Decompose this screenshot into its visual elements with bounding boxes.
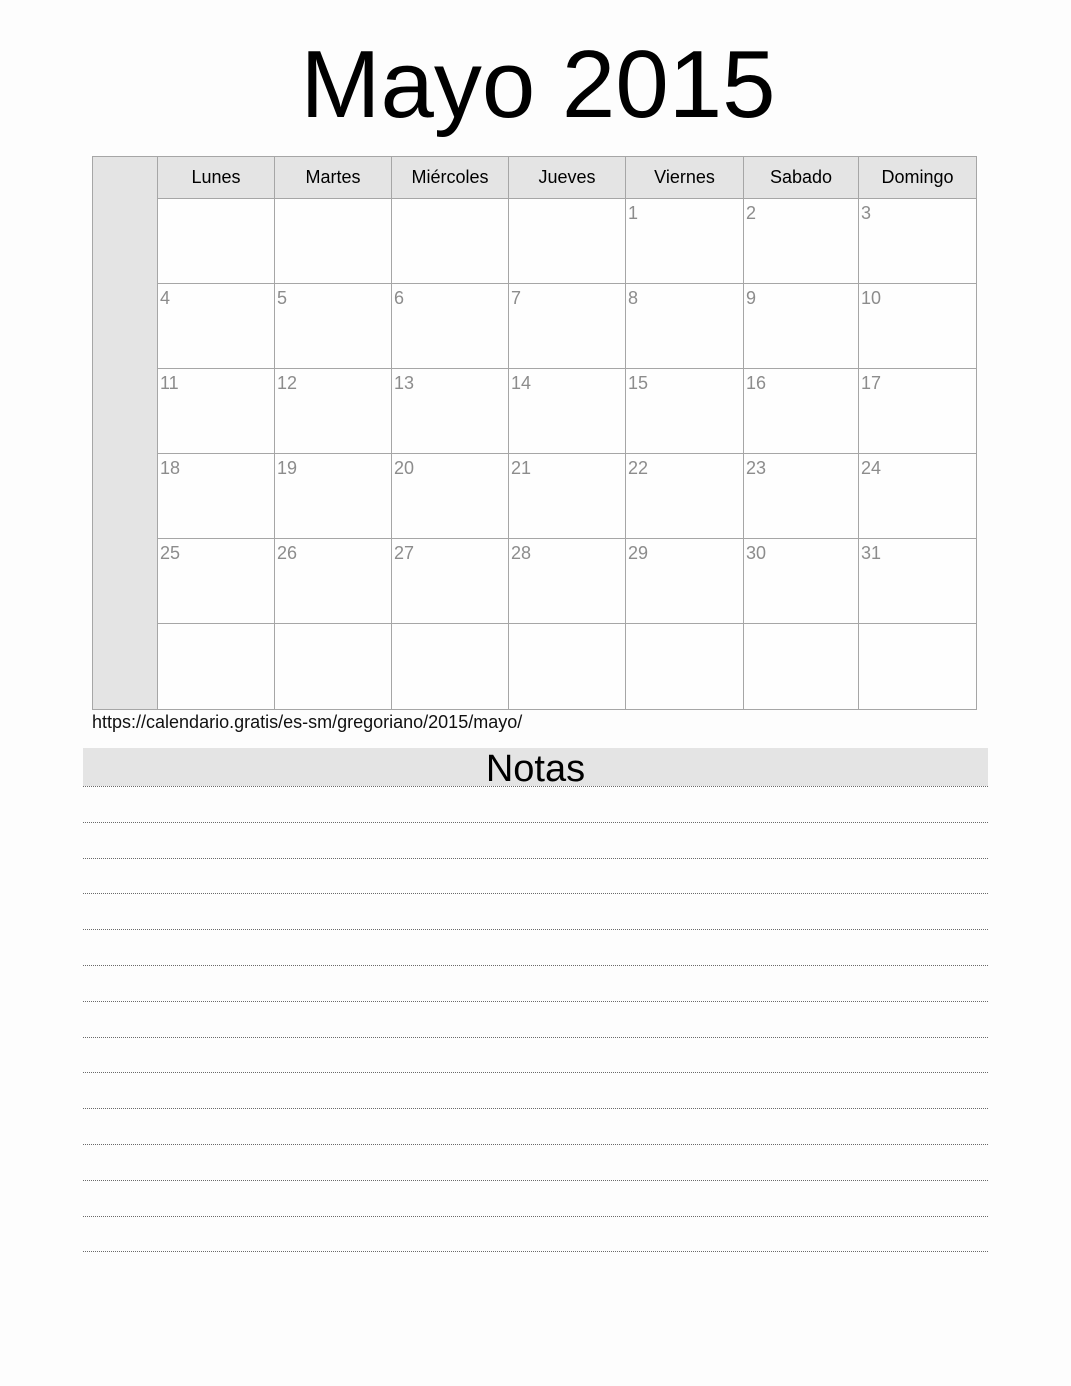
day-number: 10	[861, 288, 882, 308]
day-cell	[744, 199, 859, 284]
day-number: 5	[277, 288, 288, 308]
day-cell	[275, 284, 392, 369]
source-url: https://calendario.gratis/es-sm/gregoriano/2015/mayo/	[92, 712, 523, 732]
day-cell	[392, 454, 509, 539]
weekday-header: Jueves	[509, 157, 626, 199]
day-number: 12	[277, 373, 298, 393]
day-cell	[626, 539, 744, 624]
day-cell	[509, 624, 626, 709]
note-line	[83, 1037, 988, 1038]
day-cell	[275, 454, 392, 539]
day-cell	[275, 369, 392, 454]
day-number: 3	[861, 203, 872, 223]
note-line	[83, 1144, 988, 1145]
day-number: 31	[861, 543, 882, 563]
day-number: 14	[511, 373, 532, 393]
day-number: 16	[746, 373, 767, 393]
day-number: 17	[861, 373, 882, 393]
weekday-header: Sabado	[744, 157, 859, 199]
day-cell	[275, 624, 392, 709]
day-cell	[158, 539, 275, 624]
day-cell	[626, 369, 744, 454]
note-line	[83, 965, 988, 966]
day-cell	[509, 369, 626, 454]
day-cell	[275, 539, 392, 624]
day-number: 21	[511, 458, 532, 478]
day-cell	[859, 539, 976, 624]
day-number: 6	[394, 288, 405, 308]
weekday-header: Domingo	[859, 157, 976, 199]
day-cell	[158, 454, 275, 539]
day-cell	[509, 454, 626, 539]
week-number-column	[93, 157, 158, 709]
note-line	[83, 822, 988, 823]
note-line	[83, 858, 988, 859]
day-cell	[158, 624, 275, 709]
page-title: Mayo 2015	[300, 31, 776, 138]
note-line	[83, 1072, 988, 1073]
day-number: 24	[861, 458, 882, 478]
day-number: 25	[160, 543, 181, 563]
day-number: 28	[511, 543, 532, 563]
note-line	[83, 786, 988, 787]
day-cell	[509, 539, 626, 624]
day-number: 1	[628, 203, 639, 223]
day-number: 8	[628, 288, 639, 308]
day-cell	[744, 624, 859, 709]
day-cell	[744, 539, 859, 624]
day-cell	[744, 369, 859, 454]
day-number: 23	[746, 458, 767, 478]
day-cell	[859, 454, 976, 539]
day-cell	[859, 369, 976, 454]
day-number: 18	[160, 458, 181, 478]
day-cell	[626, 199, 744, 284]
note-line	[83, 1216, 988, 1217]
weekday-header: Lunes	[158, 157, 275, 199]
notes-lines	[83, 786, 988, 1287]
note-line	[83, 893, 988, 894]
day-cell	[392, 369, 509, 454]
day-number: 4	[160, 288, 171, 308]
note-line	[83, 1001, 988, 1002]
day-cell	[744, 454, 859, 539]
day-cell	[158, 369, 275, 454]
day-number: 20	[394, 458, 415, 478]
weekday-header: Miércoles	[392, 157, 509, 199]
day-number: 19	[277, 458, 298, 478]
weekday-header: Martes	[275, 157, 392, 199]
day-number: 15	[628, 373, 649, 393]
day-number: 22	[628, 458, 649, 478]
note-line	[83, 1108, 988, 1109]
day-number: 7	[511, 288, 522, 308]
day-number: 11	[160, 373, 179, 393]
calendar-grid	[92, 156, 977, 710]
day-number: 9	[746, 288, 757, 308]
day-cell	[392, 624, 509, 709]
day-cell	[509, 284, 626, 369]
day-cell	[626, 624, 744, 709]
weekday-header: Viernes	[626, 157, 744, 199]
calendar-days	[158, 157, 976, 709]
day-cell	[859, 199, 976, 284]
day-cell	[859, 624, 976, 709]
day-cell	[744, 284, 859, 369]
day-cell	[158, 284, 275, 369]
day-number: 13	[394, 373, 415, 393]
note-line	[83, 1251, 988, 1252]
day-cell	[392, 539, 509, 624]
notes-title: Notas	[485, 748, 586, 790]
day-number: 26	[277, 543, 298, 563]
day-number: 30	[746, 543, 767, 563]
day-cell	[626, 454, 744, 539]
day-cell	[275, 199, 392, 284]
notes-header	[83, 748, 988, 790]
day-number: 27	[394, 543, 415, 563]
day-cell	[392, 199, 509, 284]
note-line	[83, 929, 988, 930]
day-cell	[392, 284, 509, 369]
day-cell	[509, 199, 626, 284]
day-cell	[626, 284, 744, 369]
note-line	[83, 1180, 988, 1181]
day-cell	[158, 199, 275, 284]
day-number: 2	[746, 203, 757, 223]
day-cell	[859, 284, 976, 369]
day-number: 29	[628, 543, 649, 563]
